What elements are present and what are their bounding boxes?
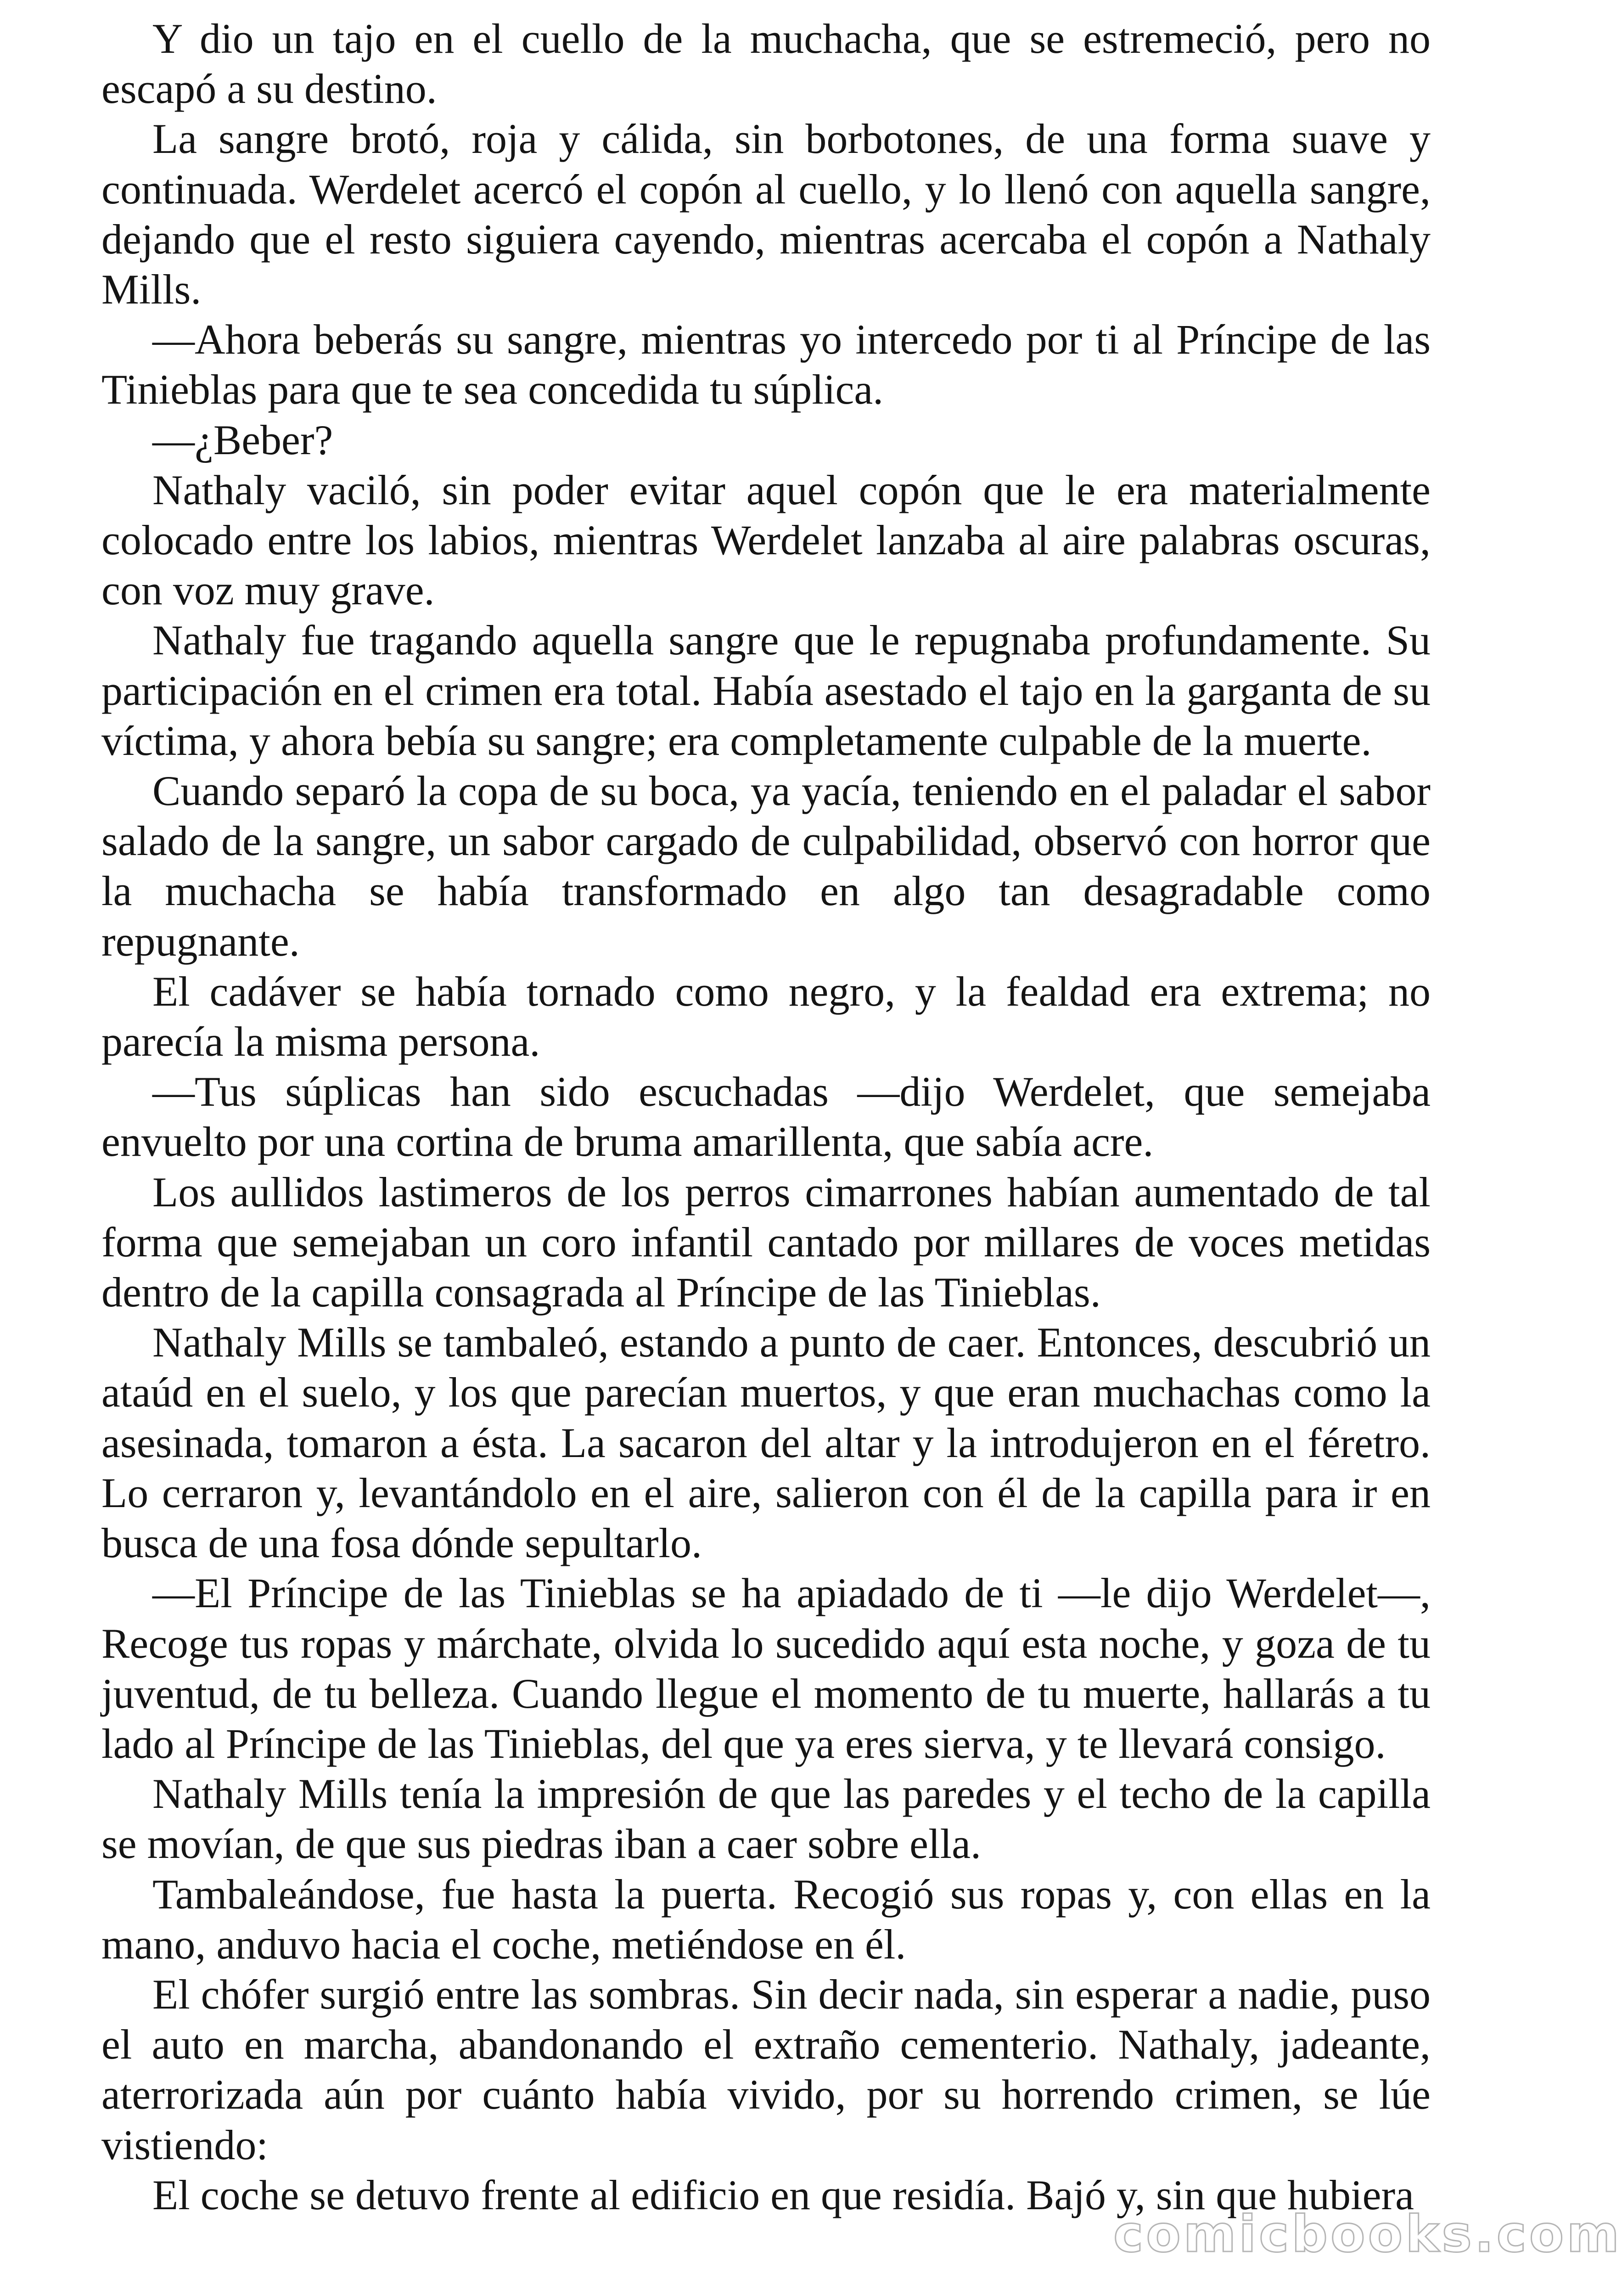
paragraph: —Ahora beberás su sangre, mientras yo intercedo por ti al Príncipe de las Tinieblas para que te sea concedida tu súplica. — [101, 316, 1431, 413]
paragraph: El coche se detuvo frente al edificio en que residía. Bajó y, sin que hubiera — [152, 2171, 1414, 2218]
paragraph: Cuando separó la copa de su boca, ya yacía, teniendo en el paladar el sabor salado de la sangre, un sabor cargado de culpabilidad, observó con horror que la muchacha se había transformado en algo tan desagradable como repugnante. — [101, 767, 1431, 965]
paragraph: Nathaly fue tragando aquella sangre que le repugnaba profundamente. Su participación en el crimen era total. Había asestado el tajo en la garganta de su víctima, y ahora bebía su sangre; era completamente culpable de la muerte. — [101, 617, 1431, 764]
paragraph: Tambaleándose, fue hasta la puerta. Recogió sus ropas y, con ellas en la mano, anduvo hacia el coche, metiéndose en él. — [101, 1870, 1431, 1968]
paragraph: Nathaly Mills tenía la impresión de que las paredes y el techo de la capilla se movían, de que sus piedras iban a caer sobre ella. — [101, 1770, 1431, 1868]
paragraph: Y dio un tajo en el cuello de la muchacha, que se estremeció, pero no escapó a su destino. — [101, 15, 1431, 113]
paragraph: —El Príncipe de las Tinieblas se ha apiadado de ti —le dijo Werdelet—, Recoge tus ropas y márchate, olvida lo sucedido aquí esta noche, y goza de tu juventud, de tu belleza. Cuando llegue el momento de tu muerte, hallarás a tu lado al Príncipe de las Tinieblas, del que ya eres sierva, y te llevará consigo. — [101, 1570, 1431, 1767]
paragraph: Nathaly Mills se tambaleó, estando a punto de caer. Entonces, descubrió un ataúd en el suelo, y los que parecían muertos, y que eran muchachas como la asesinada, tomaron a ésta. La sacaron del altar y la introdujeron en el féretro. Lo cerraron y, levantándolo en el aire, salieron con él de la capilla para ir en busca de una fosa dónde sepultarlo. — [101, 1319, 1431, 1567]
watermark: comicbooks.com — [1113, 2205, 1622, 2263]
paragraph: Los aullidos lastimeros de los perros cimarrones habían aumentado de tal forma que semejaban un coro infantil cantado por millares de voces metidas dentro de la capilla consagrada al Príncipe de las Tinieblas. — [101, 1168, 1431, 1316]
paragraph: La sangre brotó, roja y cálida, sin borbotones, de una forma suave y continuada. Werdelet acercó el copón al cuello, y lo llenó con aquella sangre, dejando que el resto siguiera cayendo, mientras acercaba el copón a Nathaly Mills. — [101, 115, 1431, 313]
body-text — [101, 14, 1431, 2220]
paragraph: Nathaly vaciló, sin poder evitar aquel copón que le era materialmente colocado entre los labios, mientras Werdelet lanzaba al aire palabras oscuras, con voz muy grave. — [101, 466, 1431, 614]
paragraph: —Tus súplicas han sido escuchadas —dijo Werdelet, que semejaba envuelto por una cortina de bruma amarillenta, que sabía acre. — [101, 1068, 1431, 1165]
paragraph: —¿Beber? — [152, 416, 333, 463]
paragraph: El cadáver se había tornado como negro, y la fealdad era extrema; no parecía la misma persona. — [101, 968, 1431, 1065]
paragraph: El chófer surgió entre las sombras. Sin decir nada, sin esperar a nadie, puso el auto en marcha, abandonando el extraño cementerio. Nathaly, jadeante, aterrorizada aún por cuánto había vivido, por su horrendo crimen, se lúe vistiendo: — [101, 1970, 1431, 2168]
